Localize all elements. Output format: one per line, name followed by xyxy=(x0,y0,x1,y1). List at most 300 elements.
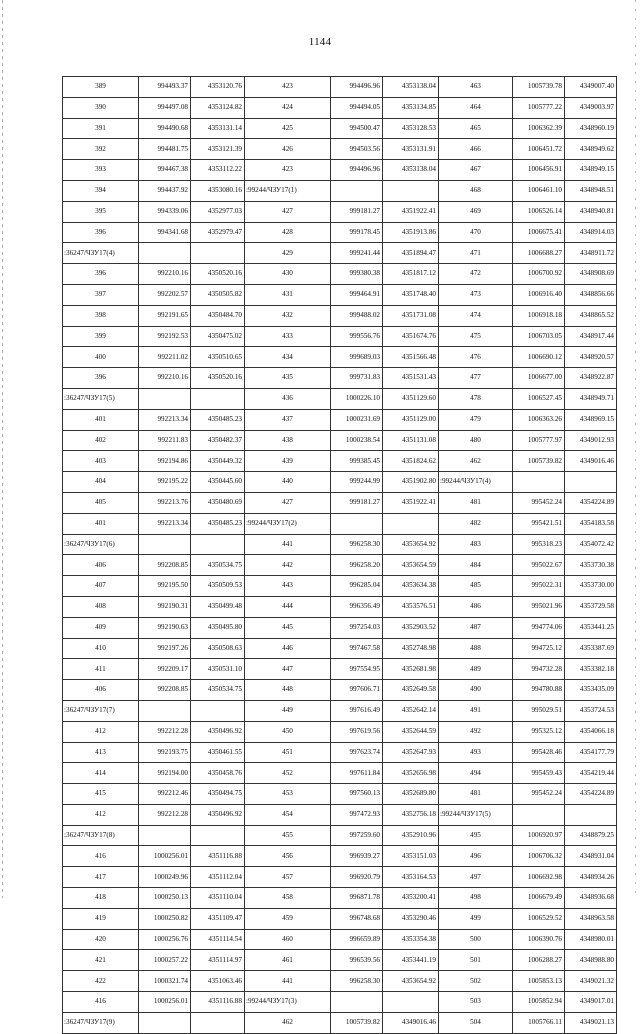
table-row xyxy=(63,950,617,971)
point-number-cell: 466 xyxy=(439,139,513,160)
x-coordinate-cell: 1005739.78 xyxy=(513,77,565,98)
point-number-cell: 406 xyxy=(63,680,139,701)
x-coordinate-cell: 999181.27 xyxy=(331,201,383,222)
y-coordinate-cell: 4349021.32 xyxy=(565,971,617,992)
x-coordinate-cell: 992192.53 xyxy=(139,326,191,347)
point-number-cell: 486 xyxy=(439,596,513,617)
point-number-cell: 393 xyxy=(63,160,139,181)
table-row xyxy=(63,700,617,721)
y-coordinate-cell: 4351922.41 xyxy=(383,201,439,222)
y-coordinate-cell: 4348988.80 xyxy=(565,950,617,971)
y-coordinate-cell: 4353128.53 xyxy=(383,118,439,139)
y-coordinate-cell: 4351913.86 xyxy=(383,222,439,243)
point-number-cell: 399 xyxy=(63,326,139,347)
y-coordinate-cell: 4350484.70 xyxy=(191,305,245,326)
y-coordinate-cell: 4353121.39 xyxy=(191,139,245,160)
y-coordinate-cell: 4352748.98 xyxy=(383,638,439,659)
x-coordinate-cell xyxy=(139,243,191,264)
point-number-cell: 444 xyxy=(245,596,331,617)
point-number-cell: 495 xyxy=(439,825,513,846)
point-number-cell: 462 xyxy=(245,1012,331,1033)
x-coordinate-cell: 994467.38 xyxy=(139,160,191,181)
x-coordinate-cell: 1005777.97 xyxy=(513,430,565,451)
x-coordinate-cell: 1006461.10 xyxy=(513,180,565,201)
y-coordinate-cell: 4348936.68 xyxy=(565,888,617,909)
table-row xyxy=(63,908,617,929)
y-coordinate-cell: 4348920.57 xyxy=(565,347,617,368)
point-number-cell: 503 xyxy=(439,992,513,1013)
x-coordinate-cell: 997472.93 xyxy=(331,804,383,825)
table-row xyxy=(63,243,617,264)
y-coordinate-cell: 4349007.40 xyxy=(565,77,617,98)
point-number-cell: 438 xyxy=(245,430,331,451)
x-coordinate-cell: 995428.46 xyxy=(513,742,565,763)
point-number-cell: 398 xyxy=(63,305,139,326)
y-coordinate-cell: 4350505.82 xyxy=(191,284,245,305)
x-coordinate-cell: 994493.37 xyxy=(139,77,191,98)
y-coordinate-cell: 4353131.14 xyxy=(191,118,245,139)
point-number-cell: 394 xyxy=(63,180,139,201)
point-number-cell: 483 xyxy=(439,534,513,555)
point-number-cell: 446 xyxy=(245,638,331,659)
x-coordinate-cell: 996539.56 xyxy=(331,950,383,971)
table-row xyxy=(63,638,617,659)
x-coordinate-cell: 992195.22 xyxy=(139,472,191,493)
point-number-cell: 469 xyxy=(439,201,513,222)
x-coordinate-cell: 1006390.76 xyxy=(513,929,565,950)
point-number-cell: 411 xyxy=(63,659,139,680)
x-coordinate-cell: 1005853.13 xyxy=(513,971,565,992)
point-number-cell: :36247/ЧЗУ17(7) xyxy=(63,700,139,721)
point-number-cell: :36247/ЧЗУ17(6) xyxy=(63,534,139,555)
y-coordinate-cell xyxy=(383,992,439,1013)
y-coordinate-cell: 4352756.18 xyxy=(383,804,439,825)
point-number-cell: 396 xyxy=(63,222,139,243)
y-coordinate-cell: 4350534.75 xyxy=(191,680,245,701)
point-number-cell: 481 xyxy=(439,784,513,805)
x-coordinate-cell: 992210.16 xyxy=(139,264,191,285)
point-number-cell: 412 xyxy=(63,721,139,742)
y-coordinate-cell: 4350520.16 xyxy=(191,368,245,389)
table-row xyxy=(63,368,617,389)
x-coordinate-cell: 996871.78 xyxy=(331,888,383,909)
x-coordinate-cell: 994496.96 xyxy=(331,160,383,181)
y-coordinate-cell xyxy=(383,513,439,534)
table-row xyxy=(63,721,617,742)
point-number-cell: 454 xyxy=(245,804,331,825)
point-number-cell: 481 xyxy=(439,492,513,513)
table-row xyxy=(63,472,617,493)
x-coordinate-cell xyxy=(139,1012,191,1033)
point-number-cell: 456 xyxy=(245,846,331,867)
x-coordinate-cell: 1005739.82 xyxy=(513,451,565,472)
point-number-cell: 452 xyxy=(245,763,331,784)
y-coordinate-cell: 4350509.53 xyxy=(191,576,245,597)
x-coordinate-cell xyxy=(331,513,383,534)
x-coordinate-cell: 1000256.76 xyxy=(139,929,191,950)
y-coordinate-cell: 4348960.19 xyxy=(565,118,617,139)
point-number-cell: 458 xyxy=(245,888,331,909)
y-coordinate-cell: 4353724.53 xyxy=(565,700,617,721)
y-coordinate-cell: 4348949.15 xyxy=(565,160,617,181)
x-coordinate-cell: 994437.92 xyxy=(139,180,191,201)
y-coordinate-cell: 4353138.04 xyxy=(383,77,439,98)
y-coordinate-cell: 4353441.25 xyxy=(565,617,617,638)
point-number-cell: 412 xyxy=(63,804,139,825)
point-number-cell: 402 xyxy=(63,430,139,451)
point-number-cell: :36247/ЧЗУ17(8) xyxy=(63,825,139,846)
point-number-cell: 447 xyxy=(245,659,331,680)
x-coordinate-cell: 999244.99 xyxy=(331,472,383,493)
y-coordinate-cell: 4350531.10 xyxy=(191,659,245,680)
y-coordinate-cell: 4348865.52 xyxy=(565,305,617,326)
point-number-cell: 441 xyxy=(245,534,331,555)
point-number-cell: :99244/ЧЗУ17(5) xyxy=(439,804,513,825)
y-coordinate-cell: 4351731.08 xyxy=(383,305,439,326)
y-coordinate-cell: 4351116.88 xyxy=(191,992,245,1013)
y-coordinate-cell: 4350445.60 xyxy=(191,472,245,493)
x-coordinate-cell: 1000250.13 xyxy=(139,888,191,909)
point-number-cell: 479 xyxy=(439,409,513,430)
y-coordinate-cell: 4353290.46 xyxy=(383,908,439,929)
y-coordinate-cell: 4351131.08 xyxy=(383,430,439,451)
x-coordinate-cell: 995452.24 xyxy=(513,784,565,805)
y-coordinate-cell: 4353112.22 xyxy=(191,160,245,181)
table-row xyxy=(63,451,617,472)
point-number-cell: 392 xyxy=(63,139,139,160)
x-coordinate-cell: 992213.34 xyxy=(139,513,191,534)
y-coordinate-cell: 4352689.80 xyxy=(383,784,439,805)
y-coordinate-cell: 4353080.16 xyxy=(191,180,245,201)
point-number-cell: 401 xyxy=(63,409,139,430)
point-number-cell: 494 xyxy=(439,763,513,784)
point-number-cell: 504 xyxy=(439,1012,513,1033)
x-coordinate-cell: 992211.02 xyxy=(139,347,191,368)
table-row xyxy=(63,264,617,285)
point-number-cell: 449 xyxy=(245,700,331,721)
y-coordinate-cell: 4352647.93 xyxy=(383,742,439,763)
x-coordinate-cell: 999385.45 xyxy=(331,451,383,472)
point-number-cell: 497 xyxy=(439,867,513,888)
y-coordinate-cell: 4349021.13 xyxy=(565,1012,617,1033)
x-coordinate-cell xyxy=(139,700,191,721)
x-coordinate-cell: 994732.28 xyxy=(513,659,565,680)
point-number-cell: :36247/ЧЗУ17(5) xyxy=(63,388,139,409)
table-row xyxy=(63,77,617,98)
point-number-cell: 474 xyxy=(439,305,513,326)
x-coordinate-cell: 1000321.74 xyxy=(139,971,191,992)
point-number-cell: 448 xyxy=(245,680,331,701)
y-coordinate-cell: 4351748.40 xyxy=(383,284,439,305)
y-coordinate-cell: 4354224.89 xyxy=(565,492,617,513)
x-coordinate-cell: 999181.27 xyxy=(331,492,383,513)
y-coordinate-cell: 4348856.66 xyxy=(565,284,617,305)
point-number-cell: 492 xyxy=(439,721,513,742)
x-coordinate-cell: 999380.38 xyxy=(331,264,383,285)
x-coordinate-cell: 992211.83 xyxy=(139,430,191,451)
y-coordinate-cell: 4353730.00 xyxy=(565,576,617,597)
x-coordinate-cell: 1006451.72 xyxy=(513,139,565,160)
point-number-cell: 426 xyxy=(245,139,331,160)
point-number-cell: 439 xyxy=(245,451,331,472)
x-coordinate-cell: 995022.67 xyxy=(513,555,565,576)
x-coordinate-cell: 1000231.69 xyxy=(331,409,383,430)
point-number-cell: 459 xyxy=(245,908,331,929)
x-coordinate-cell xyxy=(139,825,191,846)
y-coordinate-cell: 4348908.69 xyxy=(565,264,617,285)
y-coordinate-cell: 4353134.85 xyxy=(383,97,439,118)
y-coordinate-cell: 4348949.62 xyxy=(565,139,617,160)
x-coordinate-cell: 997611.84 xyxy=(331,763,383,784)
y-coordinate-cell: 4351110.04 xyxy=(191,888,245,909)
y-coordinate-cell xyxy=(191,388,245,409)
x-coordinate-cell: 1006456.91 xyxy=(513,160,565,181)
y-coordinate-cell: 4350496.92 xyxy=(191,804,245,825)
y-coordinate-cell: 4353730.38 xyxy=(565,555,617,576)
x-coordinate-cell: 997606.71 xyxy=(331,680,383,701)
y-coordinate-cell: 4349016.46 xyxy=(383,1012,439,1033)
point-number-cell: 396 xyxy=(63,264,139,285)
point-number-cell: 453 xyxy=(245,784,331,805)
table-row xyxy=(63,430,617,451)
y-coordinate-cell: 4353654.59 xyxy=(383,555,439,576)
point-number-cell: 410 xyxy=(63,638,139,659)
y-coordinate-cell xyxy=(565,472,617,493)
y-coordinate-cell: 4348879.25 xyxy=(565,825,617,846)
x-coordinate-cell: 1006920.97 xyxy=(513,825,565,846)
y-coordinate-cell: 4348940.81 xyxy=(565,201,617,222)
point-number-cell: 463 xyxy=(439,77,513,98)
table-row xyxy=(63,992,617,1013)
y-coordinate-cell: 4353382.18 xyxy=(565,659,617,680)
point-number-cell: 436 xyxy=(245,388,331,409)
table-row xyxy=(63,388,617,409)
x-coordinate-cell: 994339.06 xyxy=(139,201,191,222)
point-number-cell: 423 xyxy=(245,160,331,181)
y-coordinate-cell: 4352656.98 xyxy=(383,763,439,784)
point-number-cell: 434 xyxy=(245,347,331,368)
y-coordinate-cell: 4351114.54 xyxy=(191,929,245,950)
y-coordinate-cell: 4352681.98 xyxy=(383,659,439,680)
coordinates-table-body xyxy=(63,77,617,1034)
x-coordinate-cell: 992210.16 xyxy=(139,368,191,389)
x-coordinate-cell: 992209.17 xyxy=(139,659,191,680)
x-coordinate-cell xyxy=(139,534,191,555)
table-row xyxy=(63,326,617,347)
coordinates-table xyxy=(62,76,617,1034)
table-row xyxy=(63,1012,617,1033)
y-coordinate-cell: 4351063.46 xyxy=(191,971,245,992)
table-row xyxy=(63,118,617,139)
x-coordinate-cell: 995029.51 xyxy=(513,700,565,721)
y-coordinate-cell: 4353654.92 xyxy=(383,534,439,555)
x-coordinate-cell: 1006692.98 xyxy=(513,867,565,888)
x-coordinate-cell: 994725.12 xyxy=(513,638,565,659)
y-coordinate-cell: 4350520.16 xyxy=(191,264,245,285)
table-row xyxy=(63,576,617,597)
x-coordinate-cell: 992208.85 xyxy=(139,555,191,576)
y-coordinate-cell: 4348948.51 xyxy=(565,180,617,201)
x-coordinate-cell: 995021.96 xyxy=(513,596,565,617)
point-number-cell: 409 xyxy=(63,617,139,638)
y-coordinate-cell: 4354224.89 xyxy=(565,784,617,805)
point-number-cell: 476 xyxy=(439,347,513,368)
point-number-cell: 455 xyxy=(245,825,331,846)
table-row xyxy=(63,659,617,680)
y-coordinate-cell: 4350510.65 xyxy=(191,347,245,368)
y-coordinate-cell: 4351531.43 xyxy=(383,368,439,389)
y-coordinate-cell: 4353435.09 xyxy=(565,680,617,701)
y-coordinate-cell: 4350461.55 xyxy=(191,742,245,763)
y-coordinate-cell: 4352979.47 xyxy=(191,222,245,243)
point-number-cell: 473 xyxy=(439,284,513,305)
y-coordinate-cell: 4351902.80 xyxy=(383,472,439,493)
table-row xyxy=(63,742,617,763)
x-coordinate-cell: 992213.34 xyxy=(139,409,191,430)
y-coordinate-cell: 4351114.97 xyxy=(191,950,245,971)
x-coordinate-cell: 994496.96 xyxy=(331,77,383,98)
y-coordinate-cell: 4348922.87 xyxy=(565,368,617,389)
x-coordinate-cell: 996748.68 xyxy=(331,908,383,929)
table-row xyxy=(63,929,617,950)
x-coordinate-cell: 999556.76 xyxy=(331,326,383,347)
point-number-cell: 421 xyxy=(63,950,139,971)
x-coordinate-cell: 1006529.52 xyxy=(513,908,565,929)
point-number-cell: 420 xyxy=(63,929,139,950)
x-coordinate-cell: 994341.68 xyxy=(139,222,191,243)
point-number-cell: 428 xyxy=(245,222,331,243)
x-coordinate-cell: 1000256.01 xyxy=(139,846,191,867)
point-number-cell: 451 xyxy=(245,742,331,763)
x-coordinate-cell: 999488.02 xyxy=(331,305,383,326)
y-coordinate-cell: 4352644.59 xyxy=(383,721,439,742)
x-coordinate-cell: 994481.75 xyxy=(139,139,191,160)
y-coordinate-cell: 4351109.47 xyxy=(191,908,245,929)
point-number-cell: 450 xyxy=(245,721,331,742)
y-coordinate-cell: 4354183.58 xyxy=(565,513,617,534)
point-number-cell: 501 xyxy=(439,950,513,971)
x-coordinate-cell: 992194.86 xyxy=(139,451,191,472)
x-coordinate-cell: 992212.28 xyxy=(139,721,191,742)
x-coordinate-cell: 992213.76 xyxy=(139,492,191,513)
point-number-cell: 389 xyxy=(63,77,139,98)
point-number-cell: 429 xyxy=(245,243,331,264)
point-number-cell: 457 xyxy=(245,867,331,888)
x-coordinate-cell: 1006288.27 xyxy=(513,950,565,971)
point-number-cell: 415 xyxy=(63,784,139,805)
point-number-cell: 467 xyxy=(439,160,513,181)
y-coordinate-cell: 4348969.15 xyxy=(565,409,617,430)
y-coordinate-cell: 4352977.03 xyxy=(191,201,245,222)
x-coordinate-cell: 995325.12 xyxy=(513,721,565,742)
x-coordinate-cell: 1000256.01 xyxy=(139,992,191,1013)
point-number-cell: 480 xyxy=(439,430,513,451)
y-coordinate-cell: 4353634.38 xyxy=(383,576,439,597)
x-coordinate-cell: 995459.43 xyxy=(513,763,565,784)
point-number-cell: 433 xyxy=(245,326,331,347)
point-number-cell: 445 xyxy=(245,617,331,638)
table-row xyxy=(63,555,617,576)
y-coordinate-cell: 4348963.58 xyxy=(565,908,617,929)
y-coordinate-cell: 4353131.91 xyxy=(383,139,439,160)
point-number-cell: 425 xyxy=(245,118,331,139)
y-coordinate-cell: 4351116.88 xyxy=(191,846,245,867)
y-coordinate-cell: 4352910.96 xyxy=(383,825,439,846)
x-coordinate-cell: 992190.31 xyxy=(139,596,191,617)
y-coordinate-cell xyxy=(383,180,439,201)
scan-edge-left xyxy=(2,0,3,898)
y-coordinate-cell: 4351817.12 xyxy=(383,264,439,285)
point-number-cell: 484 xyxy=(439,555,513,576)
y-coordinate-cell: 4351129.60 xyxy=(383,388,439,409)
y-coordinate-cell: 4352642.14 xyxy=(383,700,439,721)
y-coordinate-cell: 4350485.23 xyxy=(191,409,245,430)
x-coordinate-cell: 1005739.82 xyxy=(331,1012,383,1033)
x-coordinate-cell: 1006675.41 xyxy=(513,222,565,243)
table-row xyxy=(63,846,617,867)
point-number-cell: 437 xyxy=(245,409,331,430)
x-coordinate-cell: 999178.45 xyxy=(331,222,383,243)
x-coordinate-cell: 1006362.39 xyxy=(513,118,565,139)
x-coordinate-cell: 997619.56 xyxy=(331,721,383,742)
y-coordinate-cell: 4351129.00 xyxy=(383,409,439,430)
point-number-cell: :99244/ЧЗУ17(2) xyxy=(245,513,331,534)
point-number-cell: 478 xyxy=(439,388,513,409)
point-number-cell: :99244/ЧЗУ17(3) xyxy=(245,992,331,1013)
y-coordinate-cell: 4351922.41 xyxy=(383,492,439,513)
x-coordinate-cell: 1000257.22 xyxy=(139,950,191,971)
point-number-cell: 422 xyxy=(63,971,139,992)
point-number-cell: 414 xyxy=(63,763,139,784)
point-number-cell: 431 xyxy=(245,284,331,305)
point-number-cell: 427 xyxy=(245,201,331,222)
point-number-cell: 442 xyxy=(245,555,331,576)
x-coordinate-cell: 995022.31 xyxy=(513,576,565,597)
x-coordinate-cell: 992191.65 xyxy=(139,305,191,326)
x-coordinate-cell: 999241.44 xyxy=(331,243,383,264)
y-coordinate-cell: 4351566.48 xyxy=(383,347,439,368)
y-coordinate-cell: 4353164.53 xyxy=(383,867,439,888)
point-number-cell: 417 xyxy=(63,867,139,888)
point-number-cell: 472 xyxy=(439,264,513,285)
point-number-cell: 471 xyxy=(439,243,513,264)
y-coordinate-cell: 4349003.97 xyxy=(565,97,617,118)
y-coordinate-cell: 4348934.26 xyxy=(565,867,617,888)
x-coordinate-cell: 992208.85 xyxy=(139,680,191,701)
y-coordinate-cell: 4348911.72 xyxy=(565,243,617,264)
y-coordinate-cell: 4349016.46 xyxy=(565,451,617,472)
x-coordinate-cell: 995421.51 xyxy=(513,513,565,534)
point-number-cell: 461 xyxy=(245,950,331,971)
x-coordinate-cell: 996659.89 xyxy=(331,929,383,950)
x-coordinate-cell: 992197.26 xyxy=(139,638,191,659)
table-row xyxy=(63,513,617,534)
point-number-cell: 397 xyxy=(63,284,139,305)
x-coordinate-cell: 1006677.00 xyxy=(513,368,565,389)
y-coordinate-cell xyxy=(191,825,245,846)
y-coordinate-cell: 4350495.80 xyxy=(191,617,245,638)
point-number-cell: 432 xyxy=(245,305,331,326)
point-number-cell: 462 xyxy=(439,451,513,472)
x-coordinate-cell: 1006703.05 xyxy=(513,326,565,347)
table-row xyxy=(63,784,617,805)
x-coordinate-cell: 996356.49 xyxy=(331,596,383,617)
x-coordinate-cell xyxy=(139,388,191,409)
x-coordinate-cell: 996939.27 xyxy=(331,846,383,867)
point-number-cell: 498 xyxy=(439,888,513,909)
point-number-cell: 430 xyxy=(245,264,331,285)
point-number-cell: 424 xyxy=(245,97,331,118)
